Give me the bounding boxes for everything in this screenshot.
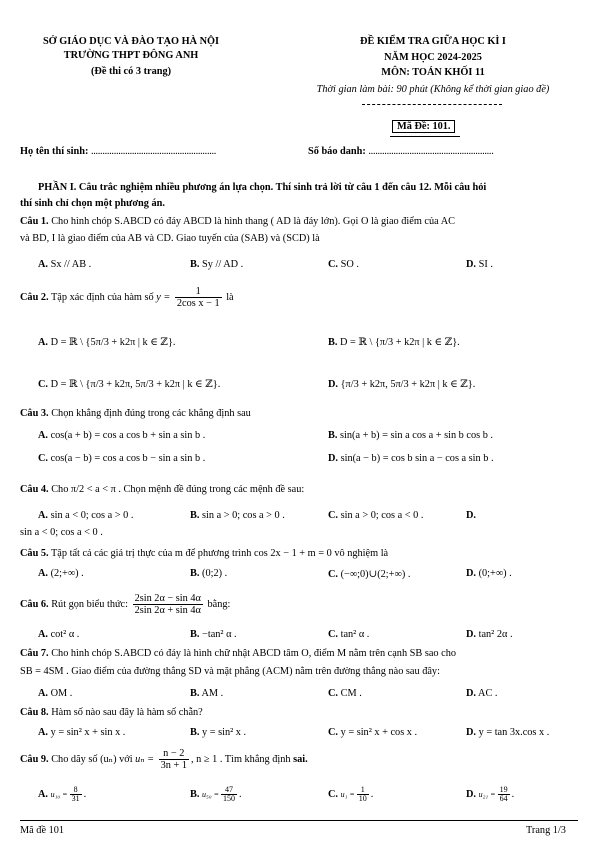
q8-option-b[interactable] — [190, 727, 246, 738]
option-letter: D. — [328, 453, 339, 464]
exam-code-underline — [390, 136, 460, 137]
footer-exam-code: Mã đề 101 — [20, 825, 65, 836]
option-text: sin(a + b) = sin a cos a + sin b cos b . — [337, 430, 494, 441]
q3-option-c[interactable] — [38, 453, 205, 464]
option-letter: B. — [190, 259, 200, 270]
question-label: Câu 4. — [20, 484, 49, 495]
question-2 — [20, 286, 234, 309]
option-letter: A. — [38, 510, 49, 521]
option-text: (0;+∞) . — [476, 568, 512, 579]
option-text: sin a > 0; cos a > 0 . — [199, 510, 285, 521]
q5-option-c[interactable] — [328, 568, 410, 580]
sequence-lhs: uₙ = — [135, 753, 155, 765]
option-letter: B. — [328, 337, 338, 348]
option-letter: B. — [190, 727, 200, 738]
student-id-label: Số báo danh: — [308, 146, 366, 157]
q6-option-b[interactable] — [190, 629, 237, 640]
question-text: Chọn khẳng định đúng trong các khẳng định sau — [51, 408, 251, 419]
student-id-row — [308, 146, 493, 157]
q8-option-d[interactable] — [466, 727, 549, 738]
subject: MÔN: TOÁN KHỐI 11 — [381, 67, 485, 78]
term-lhs: u₁ = — [340, 789, 355, 799]
department-name: SỞ GIÁO DỤC VÀ ĐÀO TẠO HÀ NỘI — [42, 36, 220, 47]
q8-option-a[interactable] — [38, 727, 125, 738]
option-letter: D. — [466, 629, 477, 640]
question-text: Rút gọn biểu thức: — [51, 598, 128, 610]
option-letter: D. — [466, 688, 477, 699]
q4-option-a[interactable] — [38, 510, 133, 521]
q9-option-d[interactable]: D. u₂₁ = $\frac{19}{64}$ . — [466, 785, 515, 803]
option-letter: B. — [190, 688, 200, 699]
q9-option-b[interactable]: B. u₅₀ = $\frac{47}{150}$ . — [190, 785, 242, 803]
term-lhs: u₁₀ = — [50, 789, 68, 799]
q1-option-a[interactable] — [38, 259, 91, 270]
q9-option-a[interactable]: A. u₁₀ = $\frac{8}{31}$ . — [38, 785, 87, 803]
option-letter: B. — [190, 568, 200, 579]
option-letter: C. — [328, 788, 339, 800]
denominator: 2cos x − 1 — [176, 298, 220, 309]
question-text: Cho hình chóp S.ABCD có đáy ABCD là hình thang ( AD là đáy lớn). Gọi O là giao điểm của AC — [51, 216, 456, 227]
numerator: 19 — [499, 785, 508, 794]
option-letter: B. — [190, 788, 200, 800]
option-letter: A. — [38, 337, 49, 348]
option-letter: D. — [466, 568, 477, 579]
q4-option-c[interactable] — [328, 510, 423, 521]
q7-option-c[interactable] — [328, 688, 362, 699]
option-text: AM . — [199, 688, 224, 699]
fraction — [70, 786, 82, 803]
q5-option-d[interactable] — [466, 568, 512, 579]
option-text: (2;+∞) . — [48, 568, 84, 579]
q2-option-c[interactable] — [38, 378, 220, 390]
option-letter: D. — [466, 727, 477, 738]
option-text: y = tan 3x.cos x . — [476, 727, 550, 738]
header-divider — [362, 104, 502, 105]
denominator: 10 — [358, 794, 367, 803]
numerator: n − 2 — [159, 748, 189, 760]
option-letter: D. — [466, 259, 477, 270]
question-tail: là — [226, 291, 234, 303]
student-id-dots: ....................................................... — [368, 146, 494, 157]
option-letter: D. — [328, 379, 339, 390]
question-text: Tập tất cả các giá trị thực của m để phương trình cos 2x − 1 + m = 0 vô nghiệm là — [51, 548, 389, 559]
question-8 — [20, 707, 203, 718]
part1-title-2: thí sinh chỉ chọn một phương án. — [20, 198, 165, 209]
option-text: −tan² α . — [199, 629, 237, 640]
question-9 — [20, 748, 308, 771]
q2-option-b[interactable] — [328, 336, 460, 348]
option-text: D = ℝ \ {5π/3 + k2π | k ∈ ℤ}. — [48, 337, 176, 348]
numerator: 8 — [70, 786, 82, 795]
option-letter: C. — [328, 510, 339, 521]
option-text: (−∞;0)∪(2;+∞) . — [338, 569, 411, 580]
question-tail: , n ≥ 1 . Tìm khẳng định — [191, 753, 291, 765]
question-text: Hàm số nào sau đây là hàm số chẵn? — [51, 707, 203, 718]
question-1-line2: và BD, I là giao điểm của AB và CD. Giao tuyến của (SAB) và (SCD) là — [20, 233, 320, 244]
question-label: Câu 9. — [20, 753, 49, 765]
question-tail: bằng: — [207, 598, 231, 610]
question-text: Cho hình chóp S.ABCD có đáy là hình chữ nhật ABCD tâm O, điểm M nằm trên cạnh SB sao cho — [51, 648, 457, 659]
option-text: D = ℝ \ {π/3 + k2π, 5π/3 + k2π | k ∈ ℤ}. — [48, 379, 221, 390]
option-letter: C. — [328, 569, 339, 580]
q5-option-a[interactable] — [38, 568, 84, 579]
term-lhs: u₂₁ = — [478, 789, 496, 799]
option-text: {π/3 + k2π, 5π/3 + k2π | k ∈ ℤ}. — [338, 379, 476, 390]
fraction — [175, 286, 222, 309]
q2-option-d[interactable] — [328, 378, 475, 390]
option-text: cos(a + b) = cos a cos b + sin a sin b . — [48, 430, 206, 441]
option-text: Sx // AB . — [48, 259, 92, 270]
student-name-row — [20, 146, 216, 157]
question-text: Cho dãy số (uₙ) với — [51, 753, 133, 765]
part1-title: PHẦN I. Câu trắc nghiệm nhiều phương án lựa chọn. Thí sinh trả lời từ câu 1 đến câu 12. Mỗi câu hỏi — [38, 182, 487, 193]
page-count-note: (Đề thi có 3 trang) — [90, 66, 172, 77]
q1-option-c[interactable] — [328, 259, 359, 270]
q7-option-a[interactable] — [38, 688, 72, 699]
option-letter: B. — [328, 430, 338, 441]
option-letter: A. — [38, 629, 49, 640]
denominator: 2sin 2α + sin 4α — [134, 605, 201, 616]
q6-option-a[interactable] — [38, 629, 79, 640]
option-letter: B. — [190, 629, 200, 640]
footer-page-number: Trang 1/3 — [526, 825, 566, 836]
option-text: y = sin² x . — [199, 727, 247, 738]
q4-option-d-label[interactable] — [466, 510, 476, 521]
fraction — [159, 748, 189, 771]
student-name-dots: ....................................................... — [90, 146, 217, 157]
numerator: 2sin 2α − sin 4α — [134, 593, 201, 604]
question-tail-bold: sai. — [293, 753, 308, 765]
term-lhs: u₅₀ = — [202, 789, 219, 799]
q6-option-c[interactable] — [328, 629, 369, 640]
option-text: SI . — [476, 259, 493, 270]
option-letter: A. — [38, 430, 49, 441]
school-name: TRƯỜNG THPT ĐÔNG ANH — [63, 50, 199, 61]
numerator: 47 — [221, 786, 237, 795]
q9-option-c[interactable]: C. u₁ = $\frac{1}{10}$ . — [328, 785, 374, 803]
footer-divider — [20, 820, 578, 821]
question-7-line2: SB = 4SM . Giao điểm của đường thẳng SD và mặt phẳng (ACM) nằm trên đường thẳng nào sau đây: — [20, 666, 440, 677]
option-text: sin(a − b) = cos b sin a − cos a sin b . — [338, 453, 494, 464]
option-text: y = sin² x + sin x . — [48, 727, 126, 738]
option-text: y = sin² x + cos x . — [338, 727, 418, 738]
option-letter: A. — [38, 259, 49, 270]
option-text: cot² α . — [48, 629, 80, 640]
option-letter: A. — [38, 788, 49, 800]
q5-option-b[interactable] — [190, 568, 227, 579]
option-text: SO . — [338, 259, 359, 270]
option-text: sin a < 0; cos a > 0 . — [48, 510, 134, 521]
option-letter: C. — [328, 629, 339, 640]
q4-option-b[interactable] — [190, 510, 285, 521]
school-year: NĂM HỌC 2024-2025 — [384, 52, 482, 63]
option-letter: A. — [38, 688, 49, 699]
option-text: D = ℝ \ {π/3 + k2π | k ∈ ℤ}. — [337, 337, 460, 348]
option-letter: D. — [466, 510, 477, 521]
q1-option-d[interactable] — [466, 259, 493, 270]
question-3 — [20, 408, 251, 419]
question-label: Câu 1. — [20, 216, 49, 227]
question-label: Câu 6. — [20, 598, 49, 610]
option-text: OM . — [48, 688, 73, 699]
option-letter: A. — [38, 568, 49, 579]
q8-option-c[interactable] — [328, 727, 417, 738]
question-1 — [20, 216, 455, 227]
question-4 — [20, 484, 304, 495]
exam-code-box: Mã Đề: 101. — [392, 120, 455, 133]
question-label: Câu 5. — [20, 548, 49, 559]
time-note: Thời gian làm bài: 90 phút (Không kể thời gian giao đề) — [316, 84, 550, 95]
question-5 — [20, 548, 388, 559]
q7-option-d[interactable] — [466, 688, 497, 699]
fraction — [133, 593, 203, 616]
student-name-label: Họ tên thí sinh: — [20, 146, 89, 157]
denominator: 150 — [223, 794, 235, 803]
option-letter: B. — [190, 510, 200, 521]
question-7 — [20, 648, 456, 659]
question-label: Câu 8. — [20, 707, 49, 718]
question-label: Câu 3. — [20, 408, 49, 419]
fraction — [357, 786, 369, 803]
option-letter: C. — [38, 453, 49, 464]
option-text: Sy // AD . — [199, 259, 244, 270]
q2-option-a[interactable] — [38, 336, 175, 348]
option-text: tan² α . — [338, 629, 370, 640]
option-letter: D. — [466, 788, 477, 800]
q4-option-d[interactable]: sin a < 0; cos a < 0 . — [20, 527, 103, 538]
denominator: 31 — [71, 794, 80, 803]
option-text: tan² 2α . — [476, 629, 513, 640]
option-text: CM . — [338, 688, 362, 699]
q1-option-b[interactable] — [190, 259, 243, 270]
numerator: 1 — [175, 286, 222, 298]
option-letter: C. — [328, 259, 339, 270]
q3-option-b[interactable] — [328, 430, 493, 441]
option-letter: C. — [328, 727, 339, 738]
option-letter: C. — [38, 379, 49, 390]
function-lhs: y = — [156, 291, 171, 303]
option-text: AC . — [476, 688, 498, 699]
option-text: cos(a − b) = cos a cos b − sin a sin b . — [48, 453, 206, 464]
q3-option-d[interactable] — [328, 453, 494, 464]
denominator: 3n + 1 — [160, 760, 188, 771]
question-label: Câu 7. — [20, 648, 49, 659]
option-letter: C. — [328, 688, 339, 699]
fraction — [498, 786, 510, 803]
option-text: sin a > 0; cos a < 0 . — [338, 510, 424, 521]
fraction — [221, 786, 237, 803]
q3-option-a[interactable] — [38, 430, 205, 441]
option-letter: A. — [38, 727, 49, 738]
question-text: Tập xác định của hàm số — [51, 291, 154, 303]
q6-option-d[interactable] — [466, 629, 513, 640]
q7-option-b[interactable] — [190, 688, 223, 699]
question-label: Câu 2. — [20, 291, 49, 303]
exam-title: ĐỀ KIỂM TRA GIỮA HỌC KÌ I — [360, 36, 506, 47]
numerator: 1 — [357, 786, 369, 795]
option-text: (0;2) . — [199, 568, 228, 579]
question-text: Cho π/2 < a < π . Chọn mệnh đề đúng trong các mệnh đề sau: — [51, 484, 305, 495]
question-6 — [20, 593, 230, 616]
denominator: 64 — [499, 794, 508, 803]
